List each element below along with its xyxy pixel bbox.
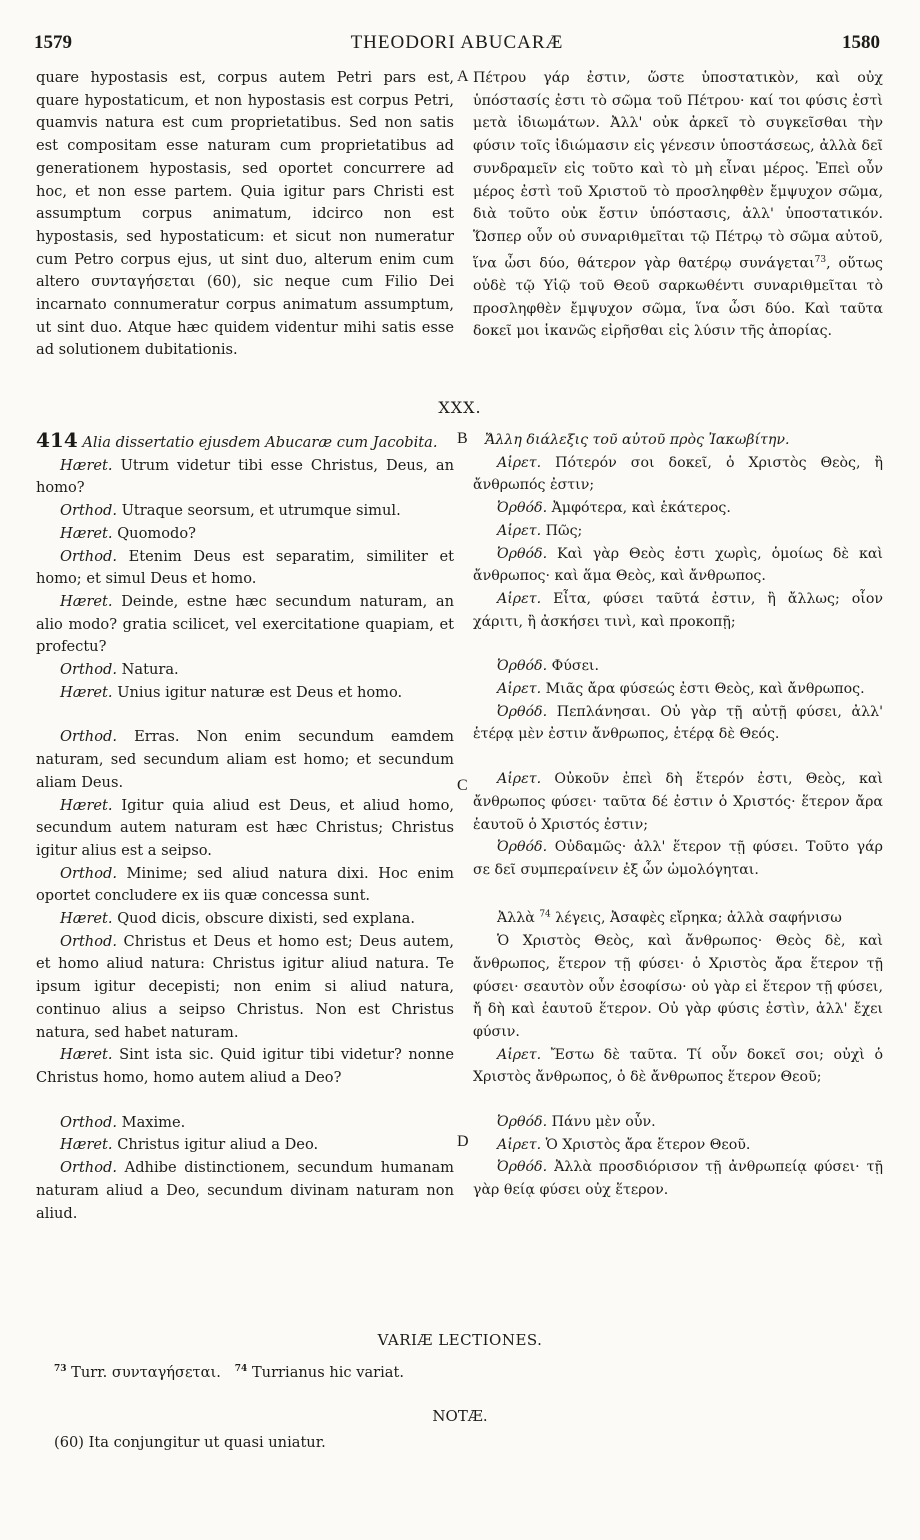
speaker-label: Hæret.	[60, 1136, 113, 1154]
latin-speech-1	[36, 500, 454, 523]
speaker-label: Orthod.	[60, 547, 117, 565]
speech-text: Adhibe distinctionem, secundum humanam naturam aliud a Deo, secundum divinam naturam non aliud.	[36, 1159, 455, 1222]
speech-text: Christus igitur aliud a Deo.	[117, 1136, 319, 1154]
speech-text: Ὁ Χριστὸς Θεὸς, καὶ ἄνθρωπος· Θεὸς δὲ, καὶ ἄνθρωπος, ἕτερον τῇ φύσει· ὁ Χριστὸς ἄρα ἕτερον τῇ φύσει· σεαυτὸν οὖν ἐσοφίσω· οὐ γὰρ εἰ ἕτερον τῇ φύσει, ἤ δὴ καὶ ἑαυτοῦ ἕτερον. Οὐ γὰρ φύσις ἐστὶν, ἀλλ' ἔχει φύσιν.	[473, 933, 883, 1040]
variant-number-74: 74	[234, 1364, 248, 1375]
page-number-left: 1579	[34, 32, 72, 53]
speaker-label: Orthod.	[60, 864, 117, 882]
latin-speech-3	[36, 546, 454, 591]
margin-letter-b: B	[457, 430, 468, 447]
latin-speech-14	[36, 1134, 454, 1157]
speaker-label: Hæret.	[60, 796, 113, 814]
note-60: (60) Ita conjungitur ut quasi uniatur.	[54, 1434, 326, 1451]
speaker-label: Ὀρθόδ.	[497, 839, 548, 856]
speech-text: Utraque seorsum, et utrumque simul.	[121, 502, 401, 520]
greek-top-paragraph	[473, 67, 883, 343]
latin-speech-4	[36, 591, 454, 659]
speech-text: Καὶ γὰρ Θεὸς ἐστι χωρὶς, ὁμοίως δὲ καὶ ἄνθρωπος· καὶ ἅμα Θεὸς, καὶ ἄνθρωπος.	[473, 545, 883, 585]
greek-speech-11	[473, 930, 883, 1044]
latin-speech-2	[36, 523, 454, 546]
greek-speech-9	[473, 836, 883, 881]
latin-speech-11	[36, 931, 454, 1045]
latin-speech-6	[36, 682, 454, 705]
speaker-label: Hæret.	[60, 592, 113, 610]
greek-speech-4	[473, 588, 883, 633]
latin-section-title	[36, 429, 454, 455]
speech-text: Sint ista sic. Quid igitur tibi videtur? nonne Christus homo, homo autem aliud a Deo?	[36, 1046, 455, 1086]
greek-speech-7	[473, 701, 883, 746]
latin-top-column	[36, 67, 454, 362]
running-title: THEODORI ABUCARÆ	[350, 32, 564, 53]
speech-text: Πῶς;	[545, 522, 583, 539]
speaker-label: Αἱρετ.	[497, 454, 542, 471]
latin-dialogue-column	[36, 429, 454, 1225]
page-header	[34, 32, 880, 58]
speaker-label: Αἱρετ.	[497, 771, 542, 788]
speech-text	[497, 910, 842, 926]
speech-text: Etenim Deus est separatim, similiter et homo; et simul Deus et homo.	[36, 547, 454, 588]
speaker-label: Αἱρετ.	[497, 1046, 542, 1063]
greek-speech-1	[473, 497, 883, 520]
speech-text: Μιᾶς ἄρα φύσεώς ἐστι Θεὸς, καὶ ἄνθρωπος.	[545, 681, 865, 698]
speech-text: Christus et Deus et homo est; Deus autem, et homo aliud natura: Christus igitur aliud natura. Te ipsum igitur decepisti; non enim si aliud natura, continuo alius a seipso Christus. Non est Christus natura, sed habet naturam.	[36, 932, 455, 1041]
greek-dialogue-column	[473, 429, 883, 1202]
variae-lectiones-title: VARIÆ LECTIONES.	[377, 1331, 543, 1349]
latin-speech-7	[36, 726, 454, 794]
speech-text: Natura.	[121, 661, 179, 679]
speech-text: Ἔστω δὲ ταῦτα. Τί οὖν δοκεῖ σοι; οὐχὶ ὁ Χριστὸς ἄνθρωπος, ὁ δὲ ἄνθρωπος ἕτερον Θεοῦ;	[473, 1046, 883, 1086]
latin-top-paragraph: quare hypostasis est, corpus autem Petri pars est, quare hypostaticum, et non hypostasis est corpus Petri, quamvis natura est cum proprietatibus. Sed non satis est compositam esse naturam cum proprietatibus ad generationem hypostasis, sed oportet concurrere ad hoc, et non esse partem. Quia igitur pars Christi est assumptum corpus animatum, idcirco non est hypostasis, sed hypostaticum: et sicut non numeratur cum Petro corpus ejus, ut sint duo, alterum enim cum altero συνταγήσεται (60), sic neque cum Filio Dei incarnato connumeratur corpus animatum assumptum, ut sint duo. Atque hæc quidem videntur mihi satis esse ad solutionem dubitationis.	[36, 69, 454, 359]
speaker-label: Ὀρθόδ.	[497, 545, 548, 562]
page-number-right: 1580	[842, 32, 880, 53]
greek-speech-13	[473, 1111, 883, 1134]
speech-text: Πεπλάνησαι. Οὐ γὰρ τῇ αὐτῇ φύσει, ἀλλ' ἑτέρᾳ μὲν ἐστιν ἄνθρωπος, ἑτέρᾳ δὲ Θεός.	[473, 703, 883, 743]
speaker-label: Ὀρθόδ.	[497, 1159, 548, 1176]
greek-speech-10	[473, 904, 883, 930]
variant-74-text: Turrianus hic variat.	[251, 1364, 404, 1381]
speech-text: Εἶτα, φύσει ταῦτά ἐστιν, ἢ ἄλλως; οἷον χάριτι, ἢ ἀσκήσει τινὶ, καὶ προκοπῇ;	[473, 590, 883, 630]
speaker-label: Orthod.	[60, 1159, 117, 1177]
greek-section-title: Ἄλλη διάλεξις τοῦ αὐτοῦ πρὸς Ἰακωβίτην.	[485, 432, 790, 448]
speech-text: Quomodo?	[117, 524, 196, 542]
variae-lectiones	[54, 1364, 404, 1381]
speaker-label: Hæret.	[60, 683, 113, 701]
greek-top-column	[473, 67, 883, 343]
speech-text: Deinde, estne hæc secundum naturam, an alio modo? gratia scilicet, vel exercitatione quapiam, et profectu?	[36, 592, 455, 656]
speech-text-rest: λέγεις, Ἀσαφὲς εἴρηκα; ἀλλὰ σαφήνισω	[550, 910, 842, 927]
speech-text: Quod dicis, obscure dixisti, sed explana.	[117, 910, 416, 928]
speech-text: Ἀλλὰ προσδιόρισον τῇ ἀνθρωπείᾳ φύσει· τῇ γὰρ θείᾳ φύσει οὐχ ἕτερον.	[473, 1159, 883, 1199]
section-marginal-number: 414	[36, 428, 78, 452]
speech-text: Πότερόν σοι δοκεῖ, ὁ Χριστὸς Θεὸς, ἢ ἄνθρωπός ἐστιν;	[473, 454, 883, 494]
latin-speech-15	[36, 1157, 454, 1225]
greek-speech-8	[473, 768, 883, 836]
speech-text: Οὐκοῦν ἐπεὶ δὴ ἕτερόν ἐστι, Θεὸς, καὶ ἄνθρωπος φύσει· ταῦτα δέ ἐστιν ὁ Χριστός· ἕτερον ἄρα ἑαυτοῦ ὁ Χριστός ἐστιν;	[473, 771, 883, 833]
greek-speech-2	[473, 520, 883, 543]
speech-text: Utrum videtur tibi esse Christus, Deus, an homo?	[36, 456, 454, 497]
latin-speech-12	[36, 1044, 454, 1089]
speaker-label: Αἱρετ.	[497, 590, 542, 607]
latin-title-text: Alia dissertatio ejusdem Abucaræ cum Jacobita.	[82, 434, 438, 451]
latin-speech-10	[36, 908, 454, 931]
footnote-ref-73: 73	[814, 254, 827, 265]
variant-73-text: Turr. συνταγήσεται.	[71, 1364, 221, 1381]
speech-text: Οὐδαμῶς· ἀλλ' ἕτερον τῇ φύσει. Τοῦτο γάρ σε δεῖ συμπεραίνειν ἐξ ὧν ὡμολόγηται.	[473, 839, 883, 878]
speaker-label: Ὀρθόδ.	[497, 703, 548, 720]
latin-speech-13	[36, 1112, 454, 1135]
speaker-label: Orthod.	[60, 502, 117, 520]
margin-letter-c: C	[457, 777, 468, 794]
speaker-label: Hæret.	[60, 910, 113, 928]
greek-speech-12	[473, 1044, 883, 1089]
speech-text: Ἀμφότερα, καὶ ἑκάτερος.	[551, 500, 731, 517]
greek-speech-6	[473, 678, 883, 701]
speech-text: Minime; sed aliud natura dixi. Hoc enim oportet concludere ex iis quæ concessa sunt.	[36, 864, 454, 905]
speech-text: Unius igitur naturæ est Deus et homo.	[117, 683, 403, 701]
greek-speech-0	[473, 452, 883, 497]
latin-speech-9	[36, 863, 454, 908]
speaker-label: Hæret.	[60, 524, 113, 542]
margin-letter-d: D	[457, 1133, 469, 1150]
speaker-label: Αἱρετ.	[497, 1136, 542, 1153]
speech-text: Φύσει.	[551, 658, 599, 675]
speaker-label: Ὀρθόδ.	[497, 1114, 548, 1131]
footnote-ref-74: 74	[539, 909, 551, 920]
speaker-label: Orthod.	[60, 1113, 117, 1131]
latin-speech-5	[36, 659, 454, 682]
greek-top-text: Πέτρου γάρ ἐστιν, ὥστε ὑποστατικὸν, καὶ οὐχ ὑπόστασίς ἐστι τὸ σῶμα τοῦ Πέτρου· καί τοι φύσις ἐστὶ μετὰ ἰδιωμάτων. Ἀλλ' οὐκ ἀρκεῖ τὸ συγκεῖσθαι τὴν φύσιν τοῖς ἰδιώμασιν εἰς γένεσιν ὑποστάσεως, ἀλλὰ δεῖ συνδραμεῖν εἰς τοῦτο καὶ τὸ μὴ εἶναι μέρος. Ἐπεὶ οὖν μέρος ἐστὶ τοῦ Χριστοῦ τὸ προσληφθὲν ἔμψυχον σῶμα, διὰ τοῦτο οὐκ ἔστιν ὑπόστασις, ἀλλ' ὑποστατικόν. Ὥσπερ οὖν οὐ συναριθμεῖται τῷ Πέτρῳ τὸ σῶμα αὐτοῦ, ἵνα ὦσι δύο, θάτερον γὰρ θατέρῳ συνάγεται	[473, 70, 883, 272]
speaker-label: Αἱρετ.	[497, 522, 542, 539]
speech-text: Maxime.	[121, 1113, 186, 1131]
speech-text-lead: Ἀλλὰ	[497, 910, 540, 927]
speech-text: Erras. Non enim secundum eamdem naturam, sed secundum aliam est homo; et secundum aliam Deus.	[36, 728, 455, 791]
speaker-label: Hæret.	[60, 456, 113, 474]
latin-speech-0	[36, 455, 454, 500]
greek-speech-5	[473, 655, 883, 678]
greek-speech-14	[473, 1134, 883, 1157]
notae-title: NOTÆ.	[432, 1407, 488, 1425]
margin-letter-a: A	[457, 68, 469, 85]
greek-speech-3	[473, 543, 883, 588]
latin-speech-8	[36, 795, 454, 863]
speaker-label: Orthod.	[60, 932, 117, 950]
speaker-label: Ὀρθόδ.	[497, 658, 548, 675]
greek-top-text-end: , οὕτως οὐδὲ τῷ Υἱῷ τοῦ Θεοῦ σαρκωθέντι συναριθμεῖται τὸ προσληφθὲν ἔμψυχον σῶμα, ἵνα ὦσι δύο. Καὶ ταῦτα δοκεῖ μοι ἱκανῶς εἰρῆσθαι εἰς λύσιν τῆς ἀπορίας.	[473, 255, 883, 340]
speaker-label: Αἱρετ.	[497, 681, 542, 698]
speech-text: Igitur quia aliud est Deus, et aliud homo, secundum autem naturam est hæc Christus; Christus igitur alius est a seipso.	[36, 796, 454, 859]
speech-text: Ὁ Χριστὸς ἄρα ἕτερον Θεοῦ.	[545, 1136, 751, 1153]
variant-number-73: 73	[54, 1364, 67, 1375]
speaker-label: Ὀρθόδ.	[497, 500, 548, 517]
speech-text: Πάνυ μὲν οὖν.	[551, 1114, 656, 1131]
speaker-label: Orthod.	[60, 728, 117, 746]
speaker-label: Orthod.	[60, 661, 117, 679]
speaker-label: Hæret.	[60, 1046, 113, 1064]
section-number: XXX.	[438, 398, 482, 417]
greek-speech-15	[473, 1156, 883, 1201]
